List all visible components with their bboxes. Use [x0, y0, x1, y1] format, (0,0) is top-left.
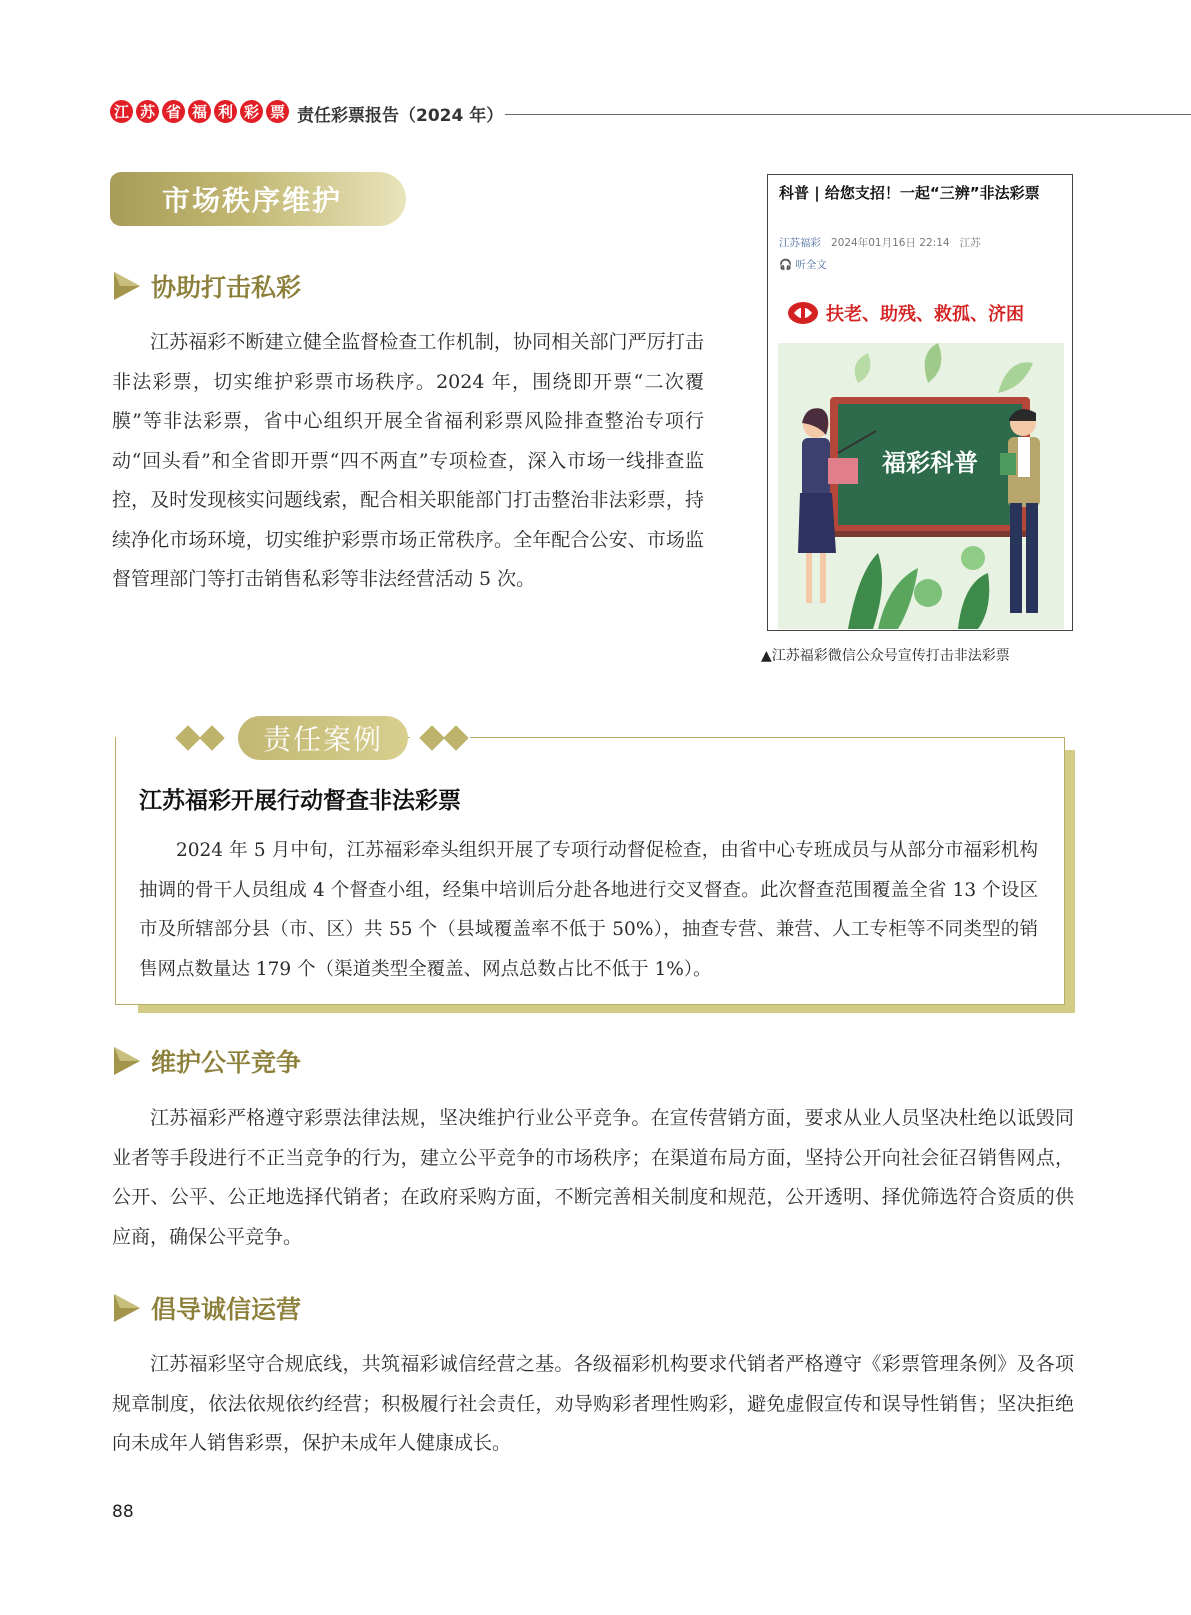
brand-char: 利: [214, 100, 237, 123]
case-tab-label: 责任案例: [262, 723, 383, 756]
article-meta: [779, 235, 981, 250]
figure-caption: ▲江苏福彩微信公众号宣传打击非法彩票: [761, 648, 1010, 664]
triangle-bullet-icon: [112, 1045, 142, 1077]
diamond-icon: [175, 725, 200, 750]
article-title: 科普 | 给您支招！一起“三辨”非法彩票: [779, 184, 1040, 202]
triangle-bullet-icon: [112, 1292, 142, 1324]
slogan-text: 扶老、助残、救孤、济困: [826, 304, 1024, 325]
brand-char: 江: [110, 100, 133, 123]
diamond-ornament-right: [420, 729, 468, 747]
listen-label: 听全文: [795, 259, 827, 271]
brand-char: 福: [188, 100, 211, 123]
headphone-icon: 🎧: [779, 259, 793, 271]
article-region: 江苏: [959, 237, 981, 249]
report-title: 责任彩票报告（2024 年）: [297, 106, 504, 126]
case-tab: [238, 716, 408, 760]
diamond-icon: [199, 725, 224, 750]
subheading-text: 协助打击私彩: [151, 273, 302, 302]
diamond-ornament-left: [176, 729, 224, 747]
subheading-text: 倡导诚信运营: [151, 1295, 302, 1324]
section-banner: [110, 172, 406, 226]
subheading-text: 维护公平竞争: [151, 1048, 302, 1077]
subheading-1: [112, 268, 301, 304]
case-paragraph: 2024 年 5 月中旬，江苏福彩牵头组织开展了专项行动督促检查，由省中心专班成员与从部分市福彩机构抽调的骨干人员组成 4 个督查小组，经集中培训后分赴各地进行交叉督查。此次督查范围覆盖全省 13 个设区市及所辖部分县（市、区）共 55 个（县域覆盖率不低于 50%），抽查专营、兼营、人工专柜等不同类型的销售网点数量达 179 个（渠道类型全覆盖、网点总数占比不低于 1%）。: [139, 840, 1038, 980]
listen-link: [779, 257, 827, 272]
article-datetime: 2024年01月16日 22:14: [831, 237, 950, 249]
article-account: 江苏福彩: [779, 237, 821, 249]
brand-char: 省: [162, 100, 185, 123]
section-title: 市场秩序维护: [162, 184, 343, 217]
body-paragraph: 江苏福彩坚守合规底线，共筑福彩诚信经营之基。各级福彩机构要求代销者严格遵守《彩票管理条例》及各项规章制度，依法依规依约经营；积极履行社会责任，劝导购彩者理性购彩，避免虚假宣传和误导性销售；坚决拒绝向未成年人销售彩票，保护未成年人健康成长。: [112, 1353, 1074, 1454]
slogan: [786, 299, 1024, 327]
diamond-icon: [419, 725, 444, 750]
diamond-icon: [443, 725, 468, 750]
brand-char: 彩: [240, 100, 263, 123]
brand-char: 苏: [136, 100, 159, 123]
board-text: 福彩科普: [882, 449, 978, 477]
welfare-lottery-logo-icon: [786, 299, 820, 327]
header-rule: [505, 114, 1191, 115]
body-paragraph: 江苏福彩不断建立健全监督检查工作机制，协同相关部门严厉打击非法彩票，切实维护彩票市场秩序。2024 年，围绕即开票“二次覆膜”等非法彩票，省中心组织开展全省福利彩票风险排查整治专项行动“回头看”和全省即开票“四不两直”专项检查，深入市场一线排查监控，及时发现核实问题线索，配合相关职能部门打击整治非法彩票，持续净化市场环境，切实维护彩票市场正常秩序。全年配合公安、市场监督管理部门等打击销售私彩等非法经营活动 5 次。: [112, 331, 704, 590]
body-paragraph: 江苏福彩严格遵守彩票法律法规，坚决维护行业公平竞争。在宣传营销方面，要求从业人员坚决杜绝以诋毁同业者等手段进行不正当竞争的行为，建立公平竞争的市场秩序；在渠道布局方面，坚持公开向社会征召销售网点，公开、公平、公正地选择代销者；在政府采购方面，不断完善相关制度和规范，公开透明、择优筛选符合资质的供应商，确保公平竞争。: [112, 1107, 1074, 1248]
brand-char: 票: [266, 100, 289, 123]
subheading-2: [112, 1043, 301, 1079]
case-title: 江苏福彩开展行动督查非法彩票: [139, 788, 461, 814]
science-illustration: [778, 343, 1064, 629]
header-brand: [110, 100, 289, 123]
page-number: 88: [112, 1502, 134, 1522]
article-screenshot: [767, 174, 1073, 631]
triangle-bullet-icon: [112, 270, 142, 302]
subheading-3: [112, 1290, 301, 1326]
